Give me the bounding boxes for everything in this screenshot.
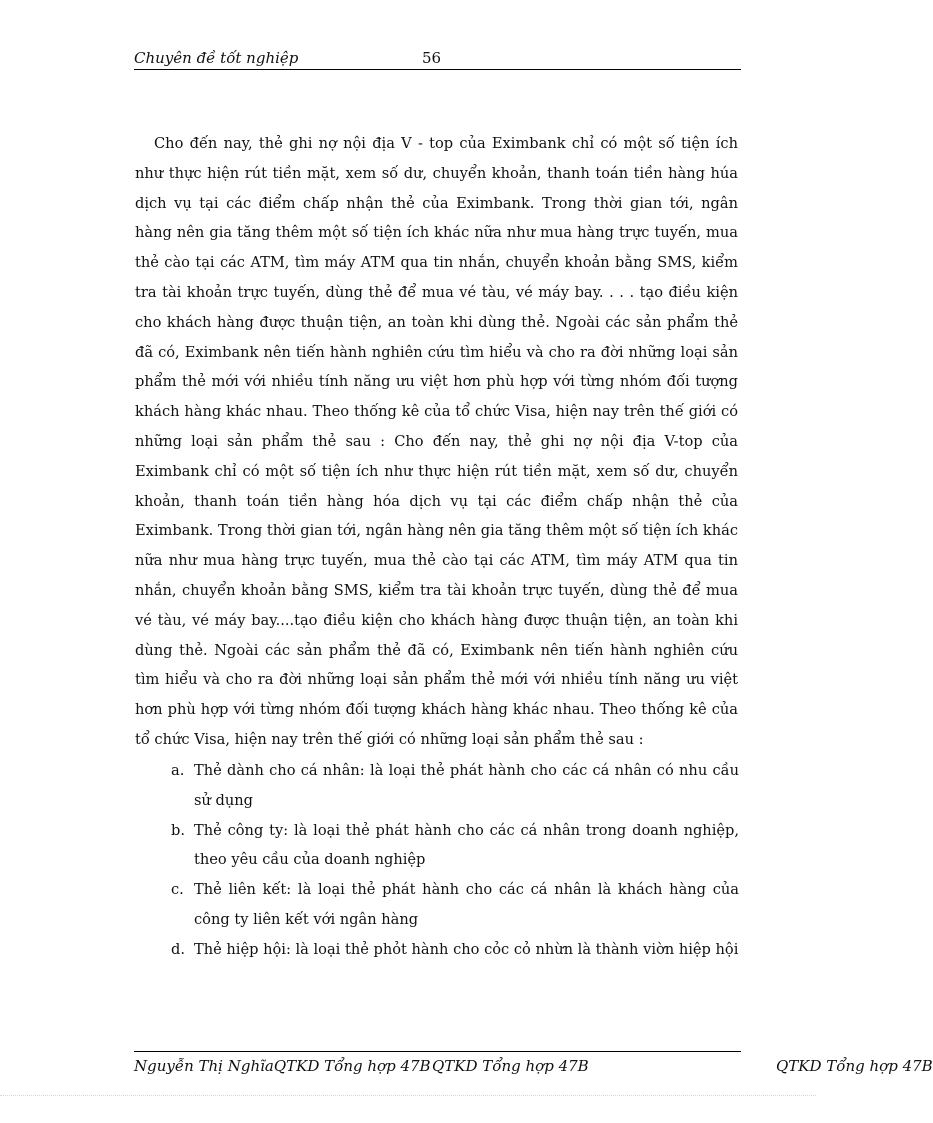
- list-item-text: Thẻ công ty: là loại thẻ phát hành cho các cá nhân trong doanh nghiệp, theo yêu cầu của doanh nghiệp: [194, 821, 739, 869]
- footer-class: QTKD Tổng hợp 47B: [432, 1057, 589, 1075]
- page-number: 56: [422, 49, 442, 67]
- header-title: Chuyên đề tốt nghiệp: [134, 49, 299, 67]
- footer-rule: [134, 1051, 741, 1052]
- header-rule: [134, 69, 741, 70]
- footer-class-cut: QTKD Tổng hợp 47B: [776, 1057, 933, 1075]
- body-paragraph: Cho đến nay, thẻ ghi nợ nội địa V - top của Eximbank chỉ có một số tiện ích như thực hiện rút tiền mặt, xem số dư, chuyển khoản, thanh toán tiền hàng húa dịch vụ tại các điểm chấp nhận thẻ của Eximbank. Trong thời gian tới, ngân hàng nên gia tăng thêm một số tiện ích khác nữa như mua hàng trực tuyến, mua thẻ cào tại các ATM, tìm máy ATM qua tin nhắn, chuyển khoản bằng SMS, kiểm tra tài khoản trực tuyến, dùng thẻ để mua vé tàu, vé máy bay. . . . tạo điều kiện cho khách hàng được thuận tiện, an toàn khi dùng thẻ. Ngoài các sản phẩm thẻ đã có, Eximbank nên tiến hành nghiên cứu tìm hiểu và cho ra đời những loại sản phẩm thẻ mới với nhiều tính năng ưu việt hơn phù hợp với từng nhóm đối tượng khách hàng khác nhau. Theo thống kê của tổ chức Visa, hiện nay trên thế giới có những loại sản phẩm thẻ sau : Cho đến nay, thẻ ghi nợ nội địa V-top của Eximbank chỉ có một số tiện ích như thực hiện rút tiền mặt, xem số dư, chuyển khoản, thanh toán tiền hàng hóa dịch vụ tại các điểm chấp nhận thẻ của Eximbank. Trong thời gian tới, ngân hàng nên gia tăng thêm một số tiện ích khác nữa như mua hàng trực tuyến, mua thẻ cào tại các ATM, tìm máy ATM qua tin nhắn, chuyển khoản bằng SMS, kiểm tra tài khoản trực tuyến, dùng thẻ để mua vé tàu, vé máy bay....tạo điều kiện cho khách hàng được thuận tiện, an toàn khi dùng thẻ. Ngoài các sản phẩm thẻ đã có, Eximbank nên tiến hành nghiên cứu tìm hiểu và cho ra đời những loại sản phẩm thẻ mới với nhiều tính năng ưu việt hơn phù hợp với từng nhóm đối tượng khách hàng khác nhau. Theo thống kê của tổ chức Visa, hiện nay trên thế giới có những loại sản phẩm thẻ sau :: [135, 135, 738, 748]
- list-item: [167, 935, 739, 965]
- list-item: [167, 816, 739, 876]
- list-marker: b.: [171, 821, 185, 839]
- page-break-line: [0, 1095, 816, 1096]
- list-item-text: Thẻ dành cho cá nhân: là loại thẻ phát hành cho các cá nhân có nhu cầu sử dụng: [194, 762, 739, 809]
- list-marker: d.: [171, 940, 185, 958]
- footer-author: Nguyễn Thị NghĩaQTKD Tổng hợp 47B: [134, 1057, 431, 1075]
- list-marker: a.: [171, 762, 185, 779]
- list-item-text: Thẻ liên kết: là loại thẻ phát hành cho các cá nhân là khách hàng của công ty liên kết với ngân hàng: [194, 881, 739, 928]
- card-types-list: [167, 756, 739, 965]
- list-marker: c.: [171, 881, 184, 899]
- list-item-text: Thẻ hiệp hội: là loại thẻ phỏt hành cho cỏc cỏ nhừn là thành viờn hiệp hội: [194, 940, 739, 958]
- list-item: [167, 756, 739, 816]
- list-item: [167, 875, 739, 935]
